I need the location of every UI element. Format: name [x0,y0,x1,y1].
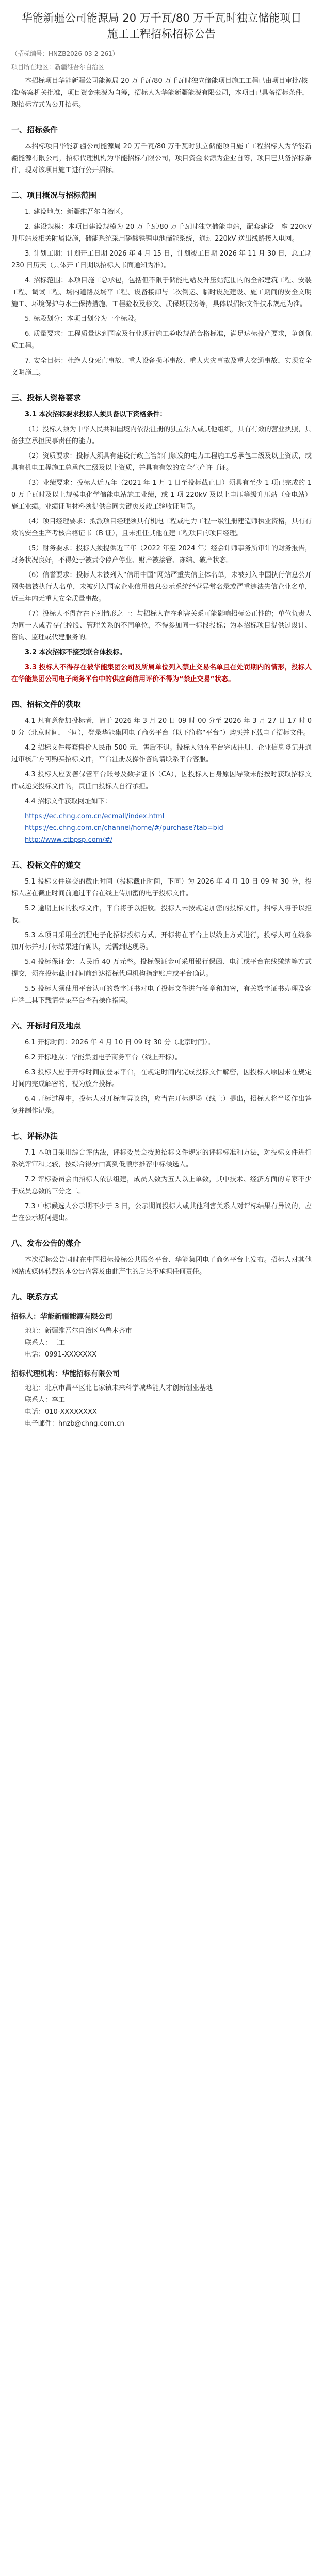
section-paragraph: （4）项目经理要求：拟派项目经理须具有机电工程或电力工程一级注册建造师执业资格，具有有效的安全生产考核合格证书（B 证），且未担任其他在建工程项目的项目经理。 [11,518,312,537]
section-paragraph: 6.1 开标时间：2026 年 4 月 10 日 09 时 30 分（北京时间）。 [25,1039,215,1046]
contact-detail: 电话：0991-XXXXXXX [25,1351,97,1359]
section-paragraph: 3.1 本次招标要求投标人须具备以下资格条件： [25,411,167,418]
section-paragraph: 5.5 投标人须使用平台认可的数字证书对电子投标文件进行签章和加密，有关数字证书办理及客户端工具下载请登录平台查看操作指南。 [11,985,312,1005]
section-heading: 六、开标时间及地点 [11,1021,82,1030]
section-paragraph: 4. 招标范围：本项目施工总承包，包括但不限于储能电站及升压站范围内的全部建筑工程、安装工程、调试工程、场内道路及场平工程、设备接卸与二次倒运、临时设施建设、施工期间的安全文明施工、环境保护与水土保持措施、工程验收及移交、质保期服务等，具体以招标文件技术规范为准。 [11,277,312,308]
section-paragraph: 4.2 招标文件每套售价人民币 500 元，售后不退。投标人须在平台完成注册、企业信息登记并通过审核后方可购买招标文件，平台注册及操作咨询请联系平台客服。 [11,744,312,764]
section-paragraph: 2. 建设规模：本项目建设规模为 20 万千瓦/80 万千瓦时独立储能电站，配套建设一座 220kV 升压站及相关附属设施，储能系统采用磷酸铁锂电池储能系统，通过 220kV 送出线路接入电网。 [11,223,312,243]
section-paragraph: （1）投标人须为中华人民共和国境内依法注册的独立法人或其他组织，具有有效的营业执照，具备独立承担民事责任的能力。 [11,426,312,445]
section-heading: 二、项目概况与招标范围 [11,191,97,200]
section-heading: 三、投标人资格要求 [11,393,82,402]
section-paragraph: 4.1 凡有意参加投标者，请于 2026 年 3 月 20 日 09 时 00 分至 2026 年 3 月 27 日 17 时 00 分（北京时间，下同），登录华能集团电子商务平台（以下简称“平台”）购买并下载电子招标文件。 [11,717,312,737]
section-paragraph: 本次招标公告同时在中国招标投标公共服务平台、华能集团电子商务平台上发布。招标人对其他网站或媒体转载的本公告内容及由此产生的后果不承担任何责任。 [11,1256,312,1276]
section-paragraph: （7）投标人不得存在下列情形之一：与招标人存在利害关系可能影响招标公正性的；单位负责人为同一人或者存在控股、管理关系的不同单位，不得参加同一标段投标；为本招标项目提供过设计、咨询、监理或代建服务的。 [11,610,312,641]
section-heading: 五、投标文件的递交 [11,860,82,870]
section-heading: 一、招标条件 [11,125,58,134]
section-paragraph: 4.4 招标文件获取网址如下： [25,798,111,805]
announcement-title: 华能新疆公司能源局 20 万千瓦/80 万千瓦时独立储能项目施工工程招标招标公告 [21,12,302,40]
intro-paragraph: 本招标项目华能新疆公司能源局 20 万千瓦/80 万千瓦时独立储能项目施工工程已由项目审批/核准/备案机关批准，项目资金来源为自筹，招标人为华能新疆能源有限公司，本项目已具备招标条件，现招标方式为公开招标。 [11,77,309,109]
document-link[interactable]: http://www.ctbpsp.com/#/ [25,836,112,844]
contact-detail: 电话：010-XXXXXXXX [25,1408,97,1416]
section-paragraph: 5.1 投标文件递交的截止时间（投标截止时间，下同）为 2026 年 4 月 10 日 09 时 30 分，投标人应在截止时间前通过平台在线上传加密的电子投标文件。 [11,878,312,897]
document-link[interactable]: https://ec.chng.com.cn/channel/home/#/purchase?tab=bid [25,824,223,832]
section-paragraph: 3.2 本次招标不接受联合体投标。 [25,649,126,656]
contact-detail: 联系人：王工 [25,1339,66,1347]
section-heading: 四、招标文件的获取 [11,700,82,709]
project-location: 项目所在地区：新疆维吾尔自治区 [11,63,105,71]
section-paragraph: 5. 标段划分：本项目划分为一个标段。 [25,315,141,323]
section-paragraph: 本招标项目华能新疆公司能源局 20 万千瓦/80 万千瓦时独立储能项目施工工程招标人为华能新疆能源有限公司，招标代理机构为华能招标有限公司，项目资金来源为企业自筹，项目已具备招标条件，现对该项目施工进行公开招标。 [11,143,312,174]
contact-organization: 招标人：华能新疆能源有限公司 [11,1313,112,1321]
section-paragraph: 6.2 开标地点：华能集团电子商务平台（线上开标）。 [25,1054,182,1061]
contact-detail: 联系人：李工 [25,1396,66,1404]
section-paragraph: 6. 质量要求：工程质量达到国家及行业现行施工验收规范合格标准，满足达标投产要求，争创优质工程。 [11,330,312,350]
section-heading: 八、发布公告的媒介 [11,1239,82,1248]
section-paragraph: 5.4 投标保证金：人民币 40 万元整。投标保证金可采用银行保函、电汇或平台在线缴纳等方式提交，须在投标截止时间前到达招标代理机构指定账户或平台确认。 [11,958,312,978]
section-heading: 九、联系方式 [11,1292,58,1301]
contact-detail: 电子邮件：hnzb@chng.com.cn [25,1420,124,1428]
section-heading: 七、评标办法 [11,1131,58,1141]
section-paragraph: 6.3 投标人应于开标时间前登录平台，在规定时间内完成投标文件解密，因投标人原因未在规定时间内完成解密的，视为放弃投标。 [11,1069,312,1088]
section-paragraph: （5）财务要求：投标人须提供近三年（2022 年至 2024 年）经会计师事务所审计的财务报告，财务状况良好，不得处于被责令停产停业、财产被接管、冻结、破产状态。 [11,545,312,564]
link-list [11,810,312,846]
bid-number: （招标编号：HNZB2026-03-2-261） [11,50,119,57]
section-paragraph: 1. 建设地点：新疆维吾尔自治区。 [25,208,127,216]
section-paragraph: 3. 计划工期：计划开工日期 2026 年 4 月 15 日，计划竣工日期 2026 年 11 月 30 日，总工期 230 日历天（具体开工日期以招标人书面通知为准）。 [11,250,312,269]
section-paragraph: 7. 安全目标：杜绝人身死亡事故、重大设备损坏事故、重大火灾事故及重大交通事故，实现安全文明施工。 [11,357,312,377]
contact-detail: 地址：北京市昌平区北七家镇未来科学城华能人才创新创业基地 [25,1384,213,1392]
section-paragraph: （3）业绩要求：投标人近五年（2021 年 1 月 1 日至投标截止日）须具有至少 1 项已完成的 10 万千瓦时及以上规模电化学储能电站施工业绩，或 1 项 220kV 及以上电压等级升压站（变电站）施工业绩。业绩证明材料须提供合同关键页及竣工验收证明等。 [11,479,312,511]
section-paragraph: 5.2 逾期上传的投标文件，平台将予以拒收。投标人未按规定加密的投标文件，招标人将予以拒收。 [11,905,312,924]
section-paragraph: 7.1 本项目采用综合评估法，评标委员会按照招标文件规定的评标标准和方法，对投标文件进行系统评审和比较，按综合得分由高到低顺序推荐中标候选人。 [11,1149,312,1168]
document-link[interactable]: https://ec.chng.com.cn/ecmall/index.html [25,812,165,820]
section-paragraph: 5.3 本项目采用全流程电子化招标投标方式，开标将在平台上以线上方式进行，投标人可在线参加开标并对开标结果进行确认，无需到达现场。 [11,931,312,951]
section-paragraph: 7.3 中标候选人公示期不少于 3 日，公示期间投标人或其他利害关系人对评标结果有异议的，应当在公示期间提出。 [11,1202,312,1222]
section-paragraph: （6）信誉要求：投标人未被列入“信用中国”网站严重失信主体名单，未被列入中国执行信息公开网失信被执行人名单，未被列入国家企业信用信息公示系统经营异常名录或严重违法失信企业名单，近三年内无重大安全质量事故。 [11,571,312,603]
section-paragraph: 4.3 投标人应妥善保管平台账号及数字证书（CA），因投标人自身原因导致未能按时获取招标文件或递交投标文件的，责任由投标人自行承担。 [11,771,312,790]
section-paragraph: 6.4 开标过程中，投标人对开标有异议的，应当在开标现场（线上）提出，招标人将当场作出答复并制作记录。 [11,1095,312,1115]
contact-organization: 招标代理机构：华能招标有限公司 [11,1370,120,1378]
announcement-sections [11,123,312,1430]
contact-detail: 地址：新疆维吾尔自治区乌鲁木齐市 [25,1327,133,1335]
section-paragraph: （2）资质要求：投标人须具有建设行政主管部门颁发的电力工程施工总承包二级及以上资质，或具有机电工程施工总承包二级及以上资质，并具有有效的安全生产许可证。 [11,452,312,472]
section-paragraph: 7.2 评标委员会由招标人依法组建，成员人数为五人以上单数，其中技术、经济方面的专家不少于成员总数的三分之二。 [11,1176,312,1195]
section-paragraph: 3.3 投标人不得存在被华能集团公司及所属单位列入禁止交易名单且在处罚期内的情形，投标人在华能集团公司电子商务平台中的供应商信用评价不得为“禁止交易”状态。 [11,664,312,683]
